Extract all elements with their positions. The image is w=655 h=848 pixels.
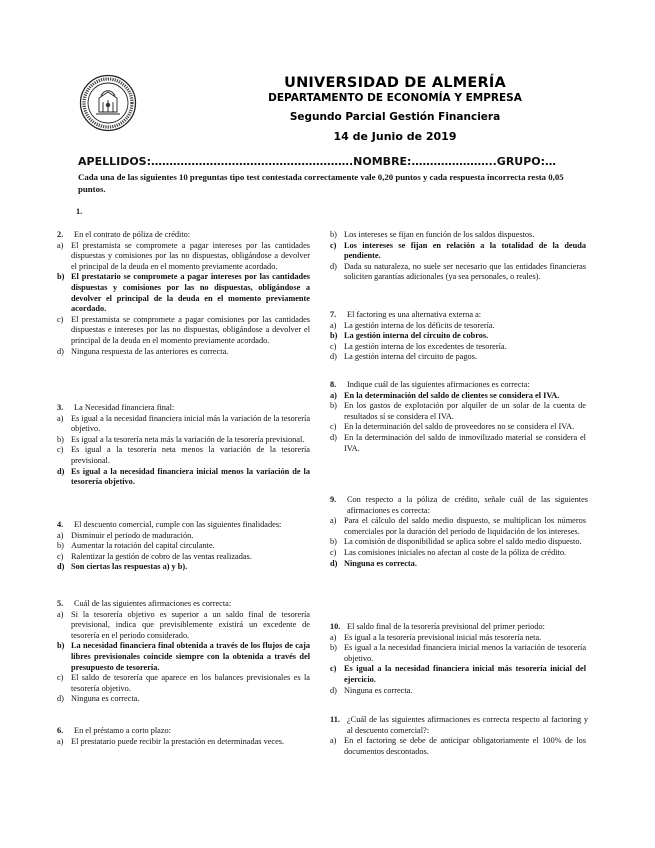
question-stem: ¿Cuál de las siguientes afirmaciones es correcta respecto al factoring y al descuento comercial?: [347,715,588,735]
option-letter: c) [57,673,64,683]
answer-option-correct[interactable] [57,467,312,488]
option-text: Aumentar la rotación del capital circulante. [71,541,215,551]
option-letter: a) [330,320,337,330]
option-letter: a) [330,516,337,526]
question-number: 7. [330,310,337,319]
option-text: Para el cálculo del saldo medio dispuesto, se multiplican los números comerciales por la duración del periodo de liquidación de los intereses. [344,516,586,536]
question-stem: El descuento comercial, cumple con las siguientes finalidades: [74,520,282,529]
answer-option[interactable] [330,342,588,353]
question-number: 1. [76,207,83,216]
exam-instructions: Cada una de las siguientes 10 preguntas tipo test contestada correctamente vale 0,20 puntos y cada respuesta incorrecta resta 0,05 puntos. [78,172,564,194]
option-letter: a) [57,240,64,250]
option-text: Dada su naturaleza, no suele ser necesario que las entidades financieras soliciten garantías adicionales (ya sea personales, o reales). [344,261,586,282]
university-seal-logo [79,74,137,132]
question-7 [330,310,588,363]
question-stem: El factoring es una alternativa externa a: [347,310,482,319]
answer-option[interactable] [330,633,588,644]
question-number: 2. [57,230,64,239]
answer-option[interactable] [57,694,312,705]
option-text: En los gastos de explotación por alquiler de un solar de la cuenta de resultados sí se considera el IVA. [344,401,586,421]
answer-option[interactable] [330,422,588,433]
answer-option[interactable] [330,433,588,454]
option-text: Ninguna es correcta. [344,558,417,568]
answer-option[interactable] [57,414,312,435]
question-stem: En el contrato de póliza de crédito: [74,230,191,239]
option-text: La gestión interna del circuito de pagos. [344,352,477,362]
answer-option[interactable] [57,673,312,694]
option-letter: d) [57,346,64,356]
question-1 [57,207,312,218]
option-text: Ninguna es correcta. [344,685,413,695]
answer-option-correct[interactable] [57,562,312,573]
question-8 [330,380,588,454]
answer-option[interactable] [330,548,588,559]
option-letter: c) [57,551,64,561]
option-text: Si la tesorería objetivo es superior a un saldo final de tesorería previsional, indica que previsiblemente existirá un excedente de tesorería en el periodo considerado. [71,609,310,640]
option-text: Ninguna respuesta de las anteriores es correcta. [71,346,229,356]
option-letter: a) [330,632,337,642]
question-6 [57,726,312,747]
option-text: El prestatario se compromete a pagar intereses por las cantidades dispuestas y comisiones por las no dispuestas, obligándose a devolver el principal de la deuda en el momento previamente acordado. [71,272,310,314]
answer-option[interactable] [330,516,588,537]
answer-option-correct[interactable] [330,664,588,685]
option-text: Es igual a la necesidad financiera inicial más la variación de la tesorería objetivo. [71,413,310,434]
answer-option[interactable] [330,352,588,363]
option-text: La gestión interna del circuito de cobros. [344,331,489,341]
question-11 [330,715,588,757]
answer-option-correct[interactable] [57,272,312,314]
question-number: 9. [330,495,337,504]
option-letter: d) [330,352,337,362]
answer-option-correct[interactable] [330,241,588,262]
option-letter: a) [330,736,337,746]
exam-title: Segundo Parcial Gestión Financiera [289,111,501,123]
question-6-continued [330,230,588,283]
question-number: 8. [330,380,337,389]
student-id-line: APELLIDOS:……………………………………………….NOMBRE:…………………..GRUPO:… [78,155,557,168]
question-stem: Cuál de las siguientes afirmaciones es correcta: [74,599,232,608]
answer-option[interactable] [57,531,312,542]
option-letter: b) [330,401,337,411]
option-letter: d) [57,466,65,476]
answer-option[interactable] [57,315,312,347]
answer-option[interactable] [57,541,312,552]
answer-option-correct[interactable] [57,641,312,673]
question-number: 10. [330,622,341,631]
option-letter: a) [57,609,64,619]
option-letter: b) [330,331,338,341]
answer-option[interactable] [57,552,312,563]
answer-option[interactable] [57,435,312,446]
option-text: El prestamista se compromete a pagar intereses por las cantidades dispuestas y comisiones por las no dispuestas, obligándose a devolver el principal de la deuda en el momento previamente acordado. [71,240,310,271]
option-text: En el factoring se debe de anticipar obligatoriamente el 100% de los documentos descontados. [344,736,586,756]
question-4 [57,520,312,573]
option-text: En la determinación del saldo de clientes se considera el IVA. [344,390,560,400]
answer-option[interactable] [330,262,588,283]
option-text: Es igual a la necesidad financiera inicial más tesorería inicial del ejercicio. [344,664,586,684]
question-5 [57,599,312,705]
question-9 [330,495,588,569]
question-2 [57,230,312,357]
answer-option[interactable] [330,537,588,548]
question-number: 11. [330,715,340,724]
option-letter: d) [330,261,337,271]
option-letter: a) [57,413,64,423]
university-name: UNIVERSIDAD DE ALMERÍA [284,75,506,91]
option-letter: c) [330,240,337,250]
option-text: El saldo de tesorería que aparece en los balances previsionales es la tesorería objetivo. [71,673,310,693]
answer-option-correct[interactable] [330,559,588,570]
option-letter: c) [330,547,337,557]
option-letter: d) [330,432,337,442]
option-text: Los intereses se fijan en función de los saldos dispuestos. [344,230,535,239]
option-text: Son ciertas las respuestas a) y b). [71,562,188,572]
option-text: La gestión interna de los excedentes de tesorería. [344,341,507,351]
exam-date: 14 de Junio de 2019 [333,130,457,143]
question-stem: En el préstamo a corto plazo: [74,726,171,735]
question-number: 5. [57,599,64,608]
option-text: Es igual a la tesorería previsional inicial más tesorería neta. [344,632,542,642]
answer-option[interactable] [57,737,312,748]
question-stem: Con respecto a la póliza de crédito, señale cuál de las siguientes afirmaciones es correcta: [347,495,588,515]
option-text: La gestión interna de los déficits de tesorería. [344,320,495,330]
option-text: Es igual a la tesorería neta más la variación de la tesorería previsional. [71,434,305,444]
option-letter: a) [57,530,64,540]
option-text: Es igual a la necesidad financiera inicial menos la variación de tesorería objetivo. [344,643,586,663]
answer-option[interactable] [330,401,588,422]
option-letter: a) [330,390,337,400]
question-stem: Indique cuál de las siguientes afirmaciones es correcta: [347,380,530,389]
answer-option-correct[interactable] [330,391,588,402]
answer-option-correct[interactable] [330,331,588,342]
option-text: La comisión de disponibilidad se aplica sobre el saldo medio dispuesto. [344,537,582,547]
answer-option[interactable] [330,736,588,757]
option-letter: b) [57,541,64,551]
option-text: El prestamista se compromete a pagar comisiones por las cantidades dispuestas e intereses por las no dispuestas, obligándose a devolver el principal de la deuda en el momento previamente acordado. [71,314,310,345]
option-letter: c) [330,341,337,351]
option-text: En la determinación del saldo de inmovilizado material se considera el IVA. [344,432,586,453]
answer-option[interactable] [330,686,588,697]
option-letter: b) [330,537,337,547]
option-letter: a) [57,736,64,746]
option-letter: d) [330,685,337,695]
option-letter: d) [330,558,338,568]
answer-option[interactable] [330,643,588,664]
option-letter: c) [330,422,337,432]
option-text: Disminuir el periodo de maduración. [71,530,194,540]
option-text: Es igual a la necesidad financiera inicial menos la variación de la tesorería objetivo. [71,466,310,487]
option-letter: b) [57,272,65,282]
question-3 [57,403,312,488]
option-text: Ralentizar la gestión de cobro de las ventas realizadas. [71,551,252,561]
option-text: Ninguna es correcta. [71,694,140,704]
option-text: La necesidad financiera final obtenida a través de los flujos de caja libres previsionales coincide siempre con la obtenida a través del presupuesto de tesorería. [71,641,310,672]
answer-option[interactable] [57,445,312,466]
question-number: 6. [57,726,64,735]
option-text: Las comisiones iniciales no afectan al coste de la póliza de crédito. [344,547,567,557]
option-text: El prestatario puede recibir la prestación en determinadas veces. [71,736,285,746]
question-number: 3. [57,403,64,412]
option-letter: c) [330,664,337,674]
question-10 [330,622,588,696]
question-number: 4. [57,520,64,529]
answer-option[interactable] [330,230,588,241]
option-letter: b) [57,434,64,444]
question-stem: El saldo final de la tesorería previsional del primer periodo: [347,622,545,631]
option-letter: c) [57,314,64,324]
option-letter: d) [57,694,64,704]
answer-option[interactable] [57,241,312,273]
answer-option[interactable] [57,347,312,358]
question-stem: La Necesidad financiera final: [74,403,175,412]
option-letter: b) [57,641,65,651]
option-text: Los intereses se fijan en relación a la totalidad de la deuda pendiente. [344,240,586,261]
answer-option[interactable] [330,321,588,332]
department-name: DEPARTAMENTO DE ECONOMÍA Y EMPRESA [268,92,522,104]
option-text: Es igual a la tesorería neta menos la variación de la tesorería previsional. [71,445,310,465]
option-letter: d) [57,562,65,572]
option-text: En la determinación del saldo de proveedores no se considera el IVA. [344,422,575,432]
option-letter: b) [330,230,337,239]
option-letter: b) [330,643,337,653]
option-letter: c) [57,445,64,455]
answer-option[interactable] [57,610,312,642]
